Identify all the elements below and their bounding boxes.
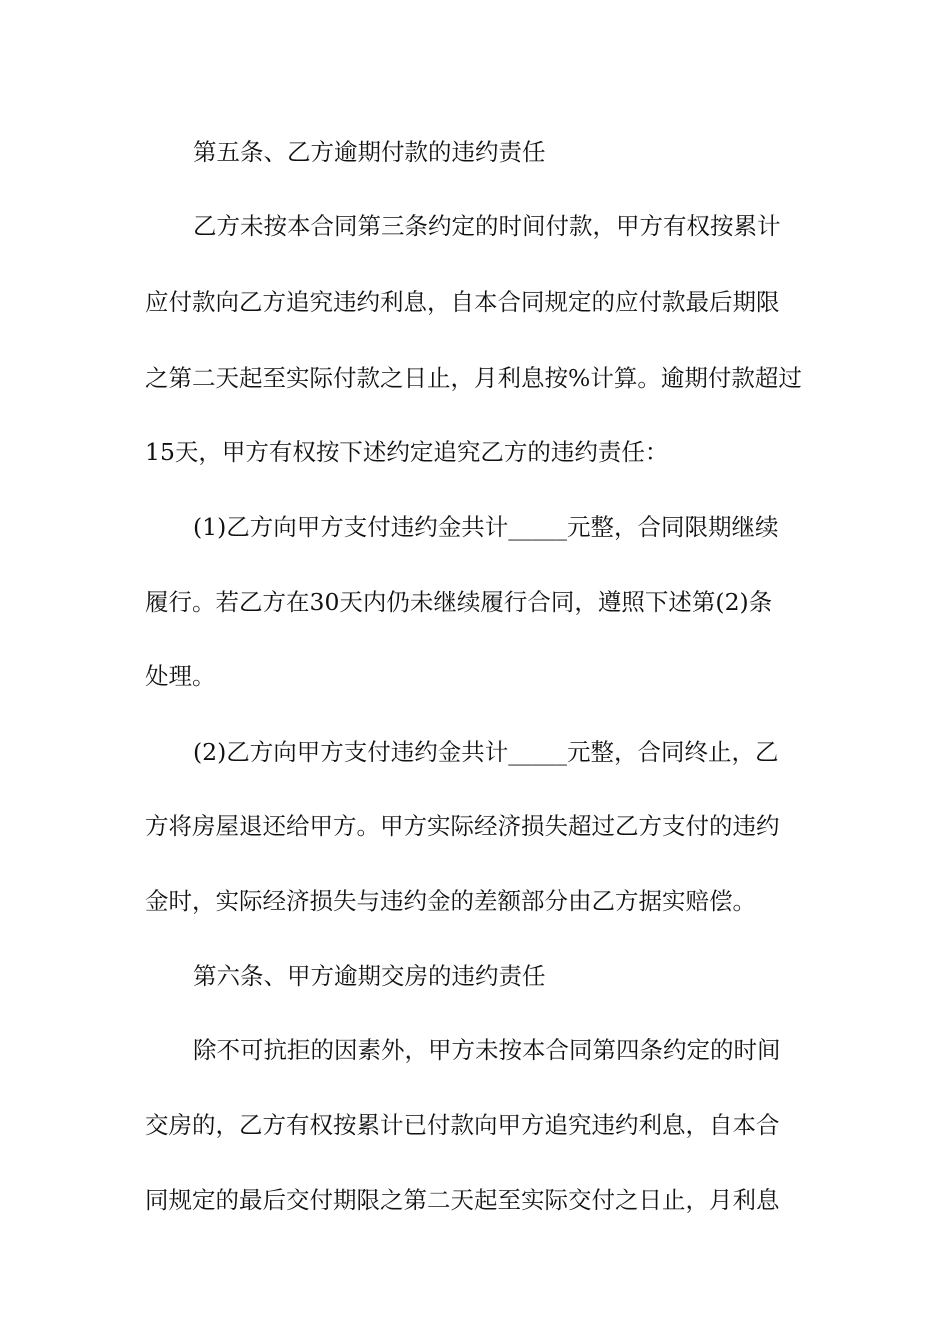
paragraph-line: 同规定的最后交付期限之第二天起至实际交付之日止，月利息: [145, 1186, 780, 1214]
paragraph-line: 交房的，乙方有权按累计已付款向甲方追究违约利息，自本合: [145, 1111, 780, 1139]
clause-2-line: 方将房屋退还给甲方。甲方实际经济损失超过乙方支付的违约: [145, 812, 780, 840]
clause-2-line: (2)乙方向甲方支付违约金共计_____元整，合同终止，乙: [193, 738, 779, 766]
article-5-heading: 第五条、乙方逾期付款的违约责任: [193, 138, 546, 166]
paragraph-line: 之第二天起至实际付款之日止，月利息按%计算。逾期付款超过: [145, 364, 802, 392]
clause-1-line: 处理。: [145, 662, 216, 690]
clause-1-line: (1)乙方向甲方支付违约金共计_____元整，合同限期继续: [193, 513, 779, 541]
paragraph-line: 乙方未按本合同第三条约定的时间付款，甲方有权按累计: [193, 212, 781, 240]
paragraph-line: 15天，甲方有权按下述约定追究乙方的违约责任：: [145, 438, 669, 466]
article-6-heading: 第六条、甲方逾期交房的违约责任: [193, 962, 546, 990]
paragraph-line: 应付款向乙方追究违约利息，自本合同规定的应付款最后期限: [145, 288, 780, 316]
clause-1-line: 履行。若乙方在30天内仍未继续履行合同，遵照下述第(2)条: [145, 588, 773, 616]
paragraph-line: 除不可抗拒的因素外，甲方未按本合同第四条约定的时间: [193, 1036, 781, 1064]
clause-2-line: 金时，实际经济损失与违约金的差额部分由乙方据实赔偿。: [145, 887, 756, 915]
